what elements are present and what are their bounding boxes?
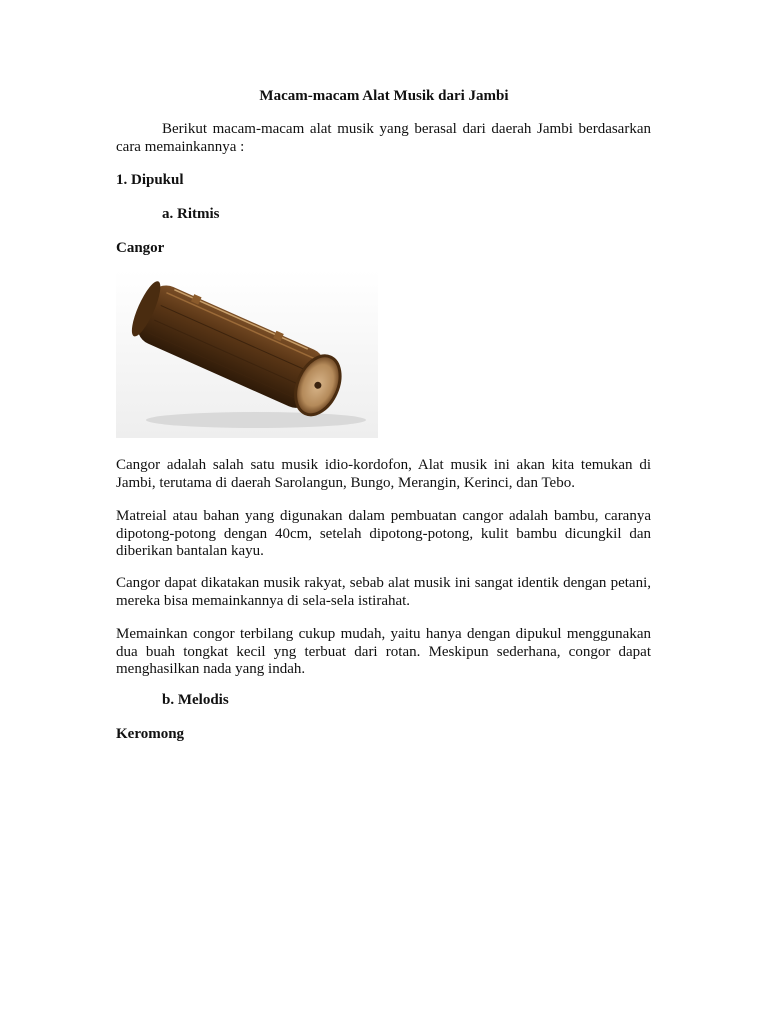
subheading-ritmis: a. Ritmis xyxy=(162,206,220,222)
section-heading-dipukul: 1. Dipukul xyxy=(116,172,184,188)
item-heading-cangor: Cangor xyxy=(116,240,165,256)
paragraph-3: Cangor dapat dikatakan musik rakyat, sebab alat musik ini sangat identik dengan petani, mereka bisa memainkannya di sela-sela istirahat. xyxy=(116,575,651,609)
cangor-image xyxy=(116,270,378,438)
item-heading-keromong: Keromong xyxy=(116,726,185,742)
subheading-melodis: b. Melodis xyxy=(162,692,229,708)
intro-paragraph: Berikut macam-macam alat musik yang berasal dari daerah Jambi berdasarkan cara memainkannya : xyxy=(116,121,651,155)
paragraph-4: Memainkan congor terbilang cukup mudah, yaitu hanya dengan dipukul menggunakan dua buah tongkat kecil yng terbuat dari rotan. Meskipun sederhana, congor dapat menghasilkan nada yang indah. xyxy=(116,626,651,677)
paragraph-1: Cangor adalah salah satu musik idio-kordofon, Alat musik ini akan kita temukan di Jambi, terutama di daerah Sarolangun, Bungo, Merangin, Kerinci, dan Tebo. xyxy=(116,457,651,491)
paragraph-2: Matreial atau bahan yang digunakan dalam pembuatan cangor adalah bambu, caranya dipotong-potong dengan 40cm, setelah dipotong-potong, kulit bambu dicungkil dan diberikan bantalan kayu. xyxy=(116,508,651,559)
document-title: Macam-macam Alat Musik dari Jambi xyxy=(259,88,509,104)
